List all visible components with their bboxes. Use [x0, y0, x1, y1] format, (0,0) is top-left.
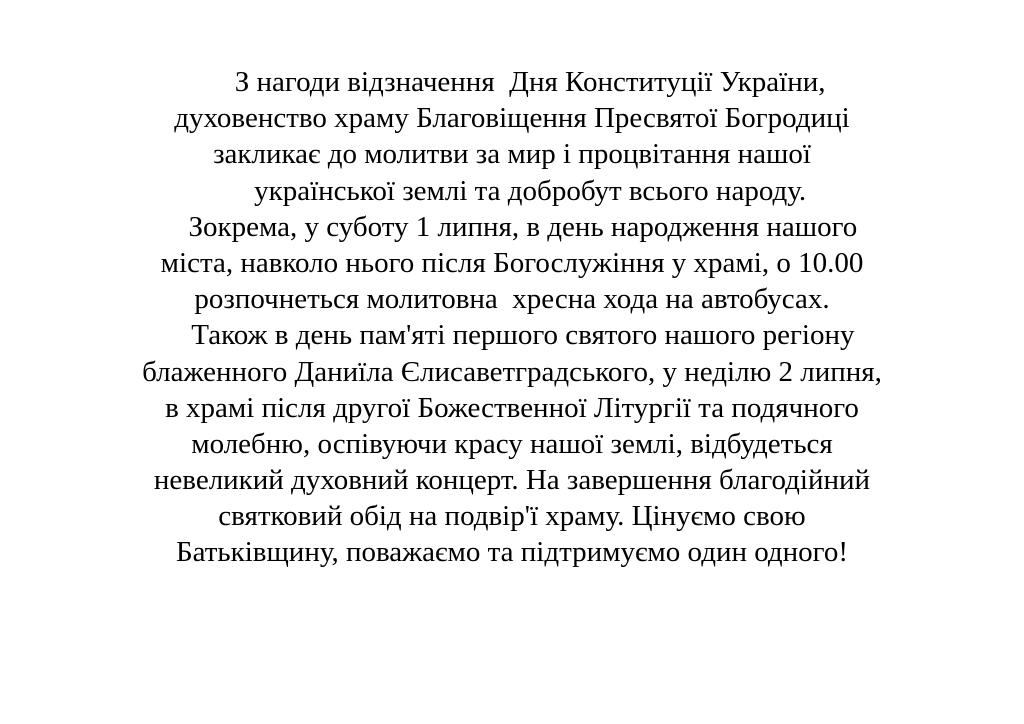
text-line-3: закликає до молитви за мир і процвітання нашої: [213, 138, 811, 171]
text-line-2: духовенство храму Благовіщення Пресвятої Богродиці: [174, 102, 850, 135]
text-line-6: міста, навколо нього після Богослужіння у храмі, о 10.00: [160, 246, 864, 279]
text-line-8: Також в день пам'яті першого святого нашого регіону: [169, 319, 855, 352]
text-line-7: розпочнеться молитовна хресна хода на автобусах.: [194, 283, 830, 316]
text-line-14: Батьківщину, поважаємо та підтримуємо один одного!: [175, 536, 849, 569]
text-line-1: З нагоди відзначення Дня Конституції України,: [198, 66, 826, 98]
text-line-5: Зокрема, у суботу 1 липня, в день народження нашого: [166, 210, 858, 243]
announcement-text: [40, 64, 984, 571]
text-line-4: української землі та добробут всього народу.: [217, 174, 807, 207]
text-line-12: невеликий духовний концерт. На завершення благодійний: [153, 464, 871, 497]
text-line-11: молебню, оспівуючи красу нашої землі, відбудеться: [191, 427, 833, 460]
text-line-13: святковий обід на подвір'ї храму. Цінуємо свою: [218, 500, 806, 533]
text-line-9: блаженного Даниїла Єлисаветградського, у неділю 2 липня,: [142, 355, 882, 388]
text-line-10: в храмі після другої Божественної Літургії та подячного: [165, 391, 859, 424]
